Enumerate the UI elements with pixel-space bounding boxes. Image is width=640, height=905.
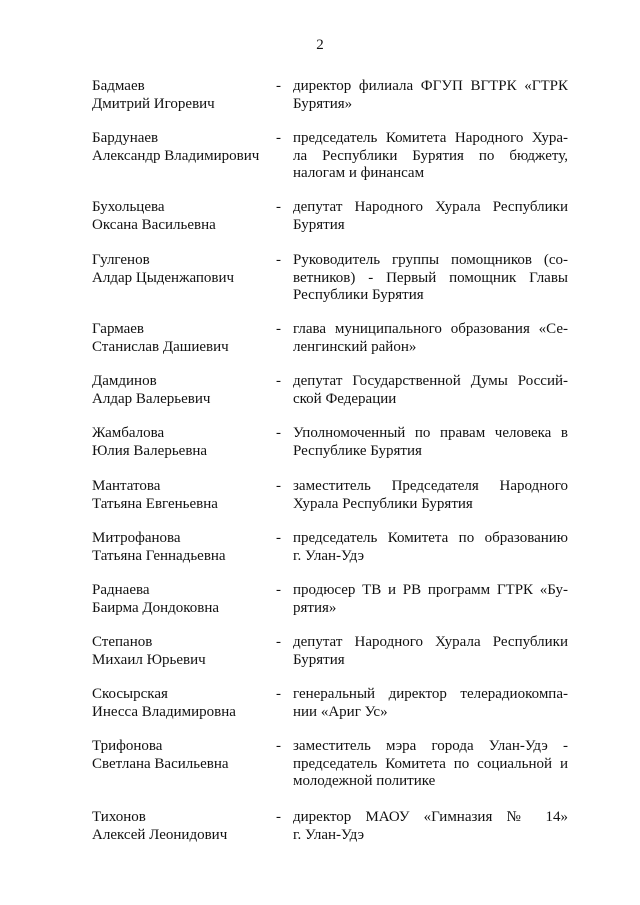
separator-dash: -	[276, 478, 281, 494]
position-line: Бурятия	[293, 651, 345, 668]
member-given-name: Оксана Васильевна	[92, 216, 216, 233]
member-given-name: Станислав Дашиевич	[92, 338, 229, 355]
member-surname: Скосырская	[92, 686, 168, 702]
position-line: глава муниципального образования «Се-	[293, 321, 568, 337]
member-given-name: Алексей Леонидович	[92, 826, 228, 843]
member-surname: Степанов	[92, 634, 153, 650]
member-surname: Жамбалова	[92, 425, 165, 441]
separator-dash: -	[276, 130, 281, 146]
member-surname: Мантатова	[92, 478, 161, 494]
position-line: Бурятия»	[293, 95, 353, 112]
position-line: ла Республики Бурятия по бюджету,	[293, 147, 568, 164]
position-line: председатель Комитета Народного Хура-	[293, 130, 568, 146]
member-given-name: Татьяна Геннадьевна	[92, 547, 226, 564]
member-surname: Гармаев	[92, 321, 145, 337]
member-position	[293, 530, 568, 565]
member-name	[92, 738, 272, 773]
position-line: молодежной политике	[293, 773, 436, 789]
separator-dash: -	[276, 738, 281, 754]
position-line: Хурала Республики Бурятия	[293, 495, 473, 512]
member-given-name: Инесса Владимировна	[92, 703, 236, 720]
separator-dash: -	[276, 425, 281, 441]
member-position	[293, 425, 568, 460]
position-line: г. Улан-Удэ	[293, 547, 365, 564]
member-name	[92, 530, 272, 565]
member-name	[92, 321, 272, 356]
member-position	[293, 582, 568, 617]
member-given-name: Баирма Дондоковна	[92, 599, 220, 616]
member-name	[92, 478, 272, 513]
member-given-name: Михаил Юрьевич	[92, 651, 206, 668]
position-line: председатель Комитета по социальной и	[293, 755, 568, 772]
separator-dash: -	[276, 634, 281, 650]
position-line: ветников) - Первый помощник Главы	[293, 269, 568, 286]
member-given-name: Александр Владимирович	[92, 147, 260, 164]
member-name	[92, 252, 272, 287]
position-line: продюсер ТВ и РВ программ ГТРК «Бу-	[293, 582, 568, 598]
separator-dash: -	[276, 373, 281, 389]
member-surname: Дамдинов	[92, 373, 157, 389]
member-given-name: Светлана Васильевна	[92, 755, 229, 772]
member-position	[293, 321, 568, 356]
position-line: Руководитель группы помощников (со-	[293, 252, 568, 268]
separator-dash: -	[276, 199, 281, 215]
member-name	[92, 78, 272, 113]
member-position	[293, 78, 568, 113]
member-position	[293, 130, 568, 183]
member-name	[92, 634, 272, 669]
position-line: налогам и финансам	[293, 165, 425, 181]
separator-dash: -	[276, 252, 281, 268]
separator-dash: -	[276, 686, 281, 702]
position-line: рятия»	[293, 599, 337, 616]
member-position	[293, 373, 568, 408]
member-position	[293, 252, 568, 305]
position-line: председатель Комитета по образованию	[293, 530, 568, 546]
member-surname: Бухольцева	[92, 199, 165, 215]
member-given-name: Татьяна Евгеньевна	[92, 495, 218, 512]
position-line: депутат Государственной Думы Россий-	[293, 373, 568, 389]
separator-dash: -	[276, 582, 281, 598]
member-name	[92, 373, 272, 408]
position-line: нии «Ариг Ус»	[293, 703, 388, 720]
member-position	[293, 686, 568, 721]
member-given-name: Алдар Валерьевич	[92, 390, 211, 407]
member-surname: Трифонова	[92, 738, 163, 754]
position-line: ской Федерации	[293, 390, 397, 407]
position-line: ленгинский район»	[293, 338, 417, 355]
member-surname: Бардунаев	[92, 130, 159, 146]
member-position	[293, 199, 568, 234]
separator-dash: -	[276, 321, 281, 337]
separator-dash: -	[276, 78, 281, 94]
member-given-name: Алдар Цыденжапович	[92, 269, 235, 286]
member-surname: Митрофанова	[92, 530, 181, 546]
member-name	[92, 686, 272, 721]
position-line: депутат Народного Хурала Республики	[293, 634, 568, 650]
separator-dash: -	[276, 809, 281, 825]
position-line: Уполномоченный по правам человека в	[293, 425, 568, 441]
member-surname: Тихонов	[92, 809, 146, 825]
member-name	[92, 130, 272, 165]
member-given-name: Дмитрий Игоревич	[92, 95, 215, 112]
position-line: директор МАОУ «Гимназия № 14»	[293, 809, 568, 825]
position-line: Бурятия	[293, 216, 345, 233]
member-name	[92, 199, 272, 234]
position-line: депутат Народного Хурала Республики	[293, 199, 568, 215]
member-surname: Гулгенов	[92, 252, 150, 268]
member-position	[293, 809, 568, 844]
member-name	[92, 582, 272, 617]
member-surname: Раднаева	[92, 582, 150, 598]
member-name	[92, 809, 272, 844]
position-line: заместитель Председателя Народного	[293, 478, 568, 494]
page-number: 2	[316, 37, 324, 53]
position-line: Республики Бурятия	[293, 287, 424, 303]
member-position	[293, 634, 568, 669]
position-line: Республике Бурятия	[293, 442, 422, 459]
position-line: директор филиала ФГУП ВГТРК «ГТРК	[293, 78, 568, 94]
member-position	[293, 478, 568, 513]
member-name	[92, 425, 272, 460]
member-surname: Бадмаев	[92, 78, 145, 94]
position-line: г. Улан-Удэ	[293, 826, 365, 843]
member-given-name: Юлия Валерьевна	[92, 442, 208, 459]
member-position	[293, 738, 568, 791]
position-line: заместитель мэра города Улан-Удэ -	[293, 738, 568, 754]
separator-dash: -	[276, 530, 281, 546]
position-line: генеральный директор телерадиокомпа-	[293, 686, 568, 702]
